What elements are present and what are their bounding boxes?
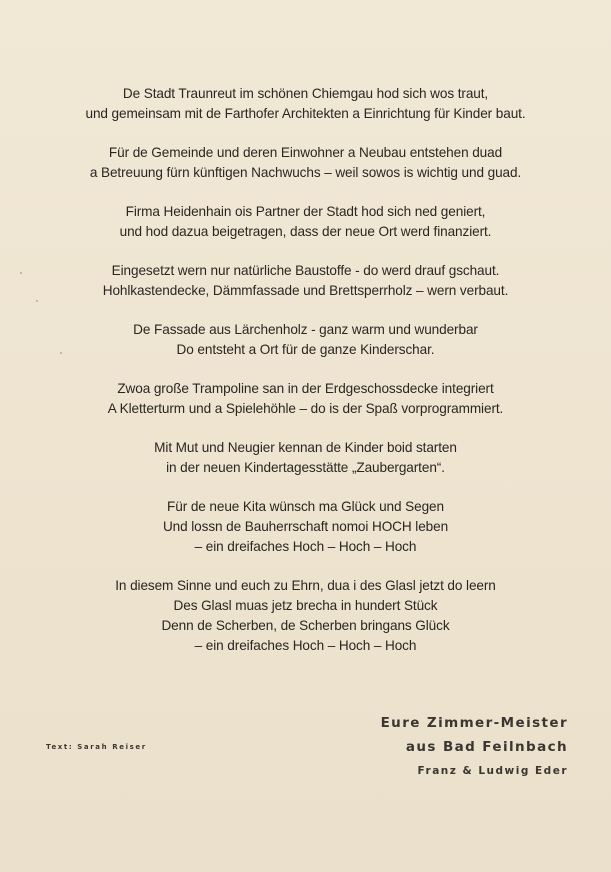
poem-text [0, 84, 611, 675]
signature-line-1: Eure Zimmer-Meister [380, 715, 568, 731]
poem-line: Do entsteht a Ort für de ganze Kinderschar. [176, 342, 435, 357]
poem-line: Des Glasl muas jetz brecha in hundert Stück [173, 598, 438, 613]
stanza [0, 143, 611, 183]
stanza [0, 576, 611, 656]
poem-line: in der neuen Kindertagesstätte „Zaubergarten“. [166, 460, 445, 475]
stanza [0, 202, 611, 242]
poem-line: Für de Gemeinde und deren Einwohner a Neubau entstehen duad [108, 145, 503, 160]
poem-line: Denn de Scherben, de Scherben bringans Glück [161, 618, 450, 633]
poem-line: und hod dazua beigetragen, dass der neue Ort werd finanziert. [119, 224, 492, 239]
poem-line: – ein dreifaches Hoch – Hoch – Hoch [194, 539, 417, 554]
stanza [0, 497, 611, 557]
poem-line: a Betreuung fürn künftigen Nachwuchs – weil sowos is wichtig und guad. [89, 165, 522, 180]
poem-line: und gemeinsam mit de Farthofer Architekten a Einrichtung für Kinder baut. [85, 106, 526, 121]
signature-line-2: aus Bad Feilnbach [405, 739, 568, 755]
poem-line: Zwoa große Trampoline san in der Erdgeschossdecke integriert [117, 381, 494, 396]
poem-line: Firma Heidenhain ois Partner der Stadt hod sich ned geniert, [125, 204, 486, 219]
poem-line: De Fassade aus Lärchenholz - ganz warm und wunderbar [133, 322, 478, 337]
stanza [0, 261, 611, 301]
poem-line: Hohlkastendecke, Dämmfassade und Brettsperrholz – wern verbaut. [102, 283, 509, 298]
text-credit: Text: Sarah Reiser [46, 743, 147, 751]
poem-line: Und lossn de Bauherrschaft nomoi HOCH leben [162, 519, 449, 534]
stanza [0, 379, 611, 419]
stanza [0, 84, 611, 124]
stanza [0, 320, 611, 360]
poem-line: Eingesetzt wern nur natürliche Baustoffe - do werd drauf gschaut. [111, 263, 500, 278]
stanza [0, 438, 611, 478]
poem-line: A Kletterturm und a Spielehöhle – do is der Spaß vorprogrammiert. [107, 401, 504, 416]
poem-line: De Stadt Traunreut im schönen Chiemgau hod sich wos traut, [122, 86, 489, 101]
poem-line: In diesem Sinne und euch zu Ehrn, dua i des Glasl jetzt do leern [115, 578, 496, 593]
poem-line: – ein dreifaches Hoch – Hoch – Hoch [194, 638, 417, 653]
poem-line: Für de neue Kita wünsch ma Glück und Segen [167, 499, 444, 514]
poem-line: Mit Mut und Neugier kennan de Kinder boid starten [154, 440, 457, 455]
signature-line-3: Franz & Ludwig Eder [417, 765, 568, 777]
signature-block [381, 711, 568, 783]
